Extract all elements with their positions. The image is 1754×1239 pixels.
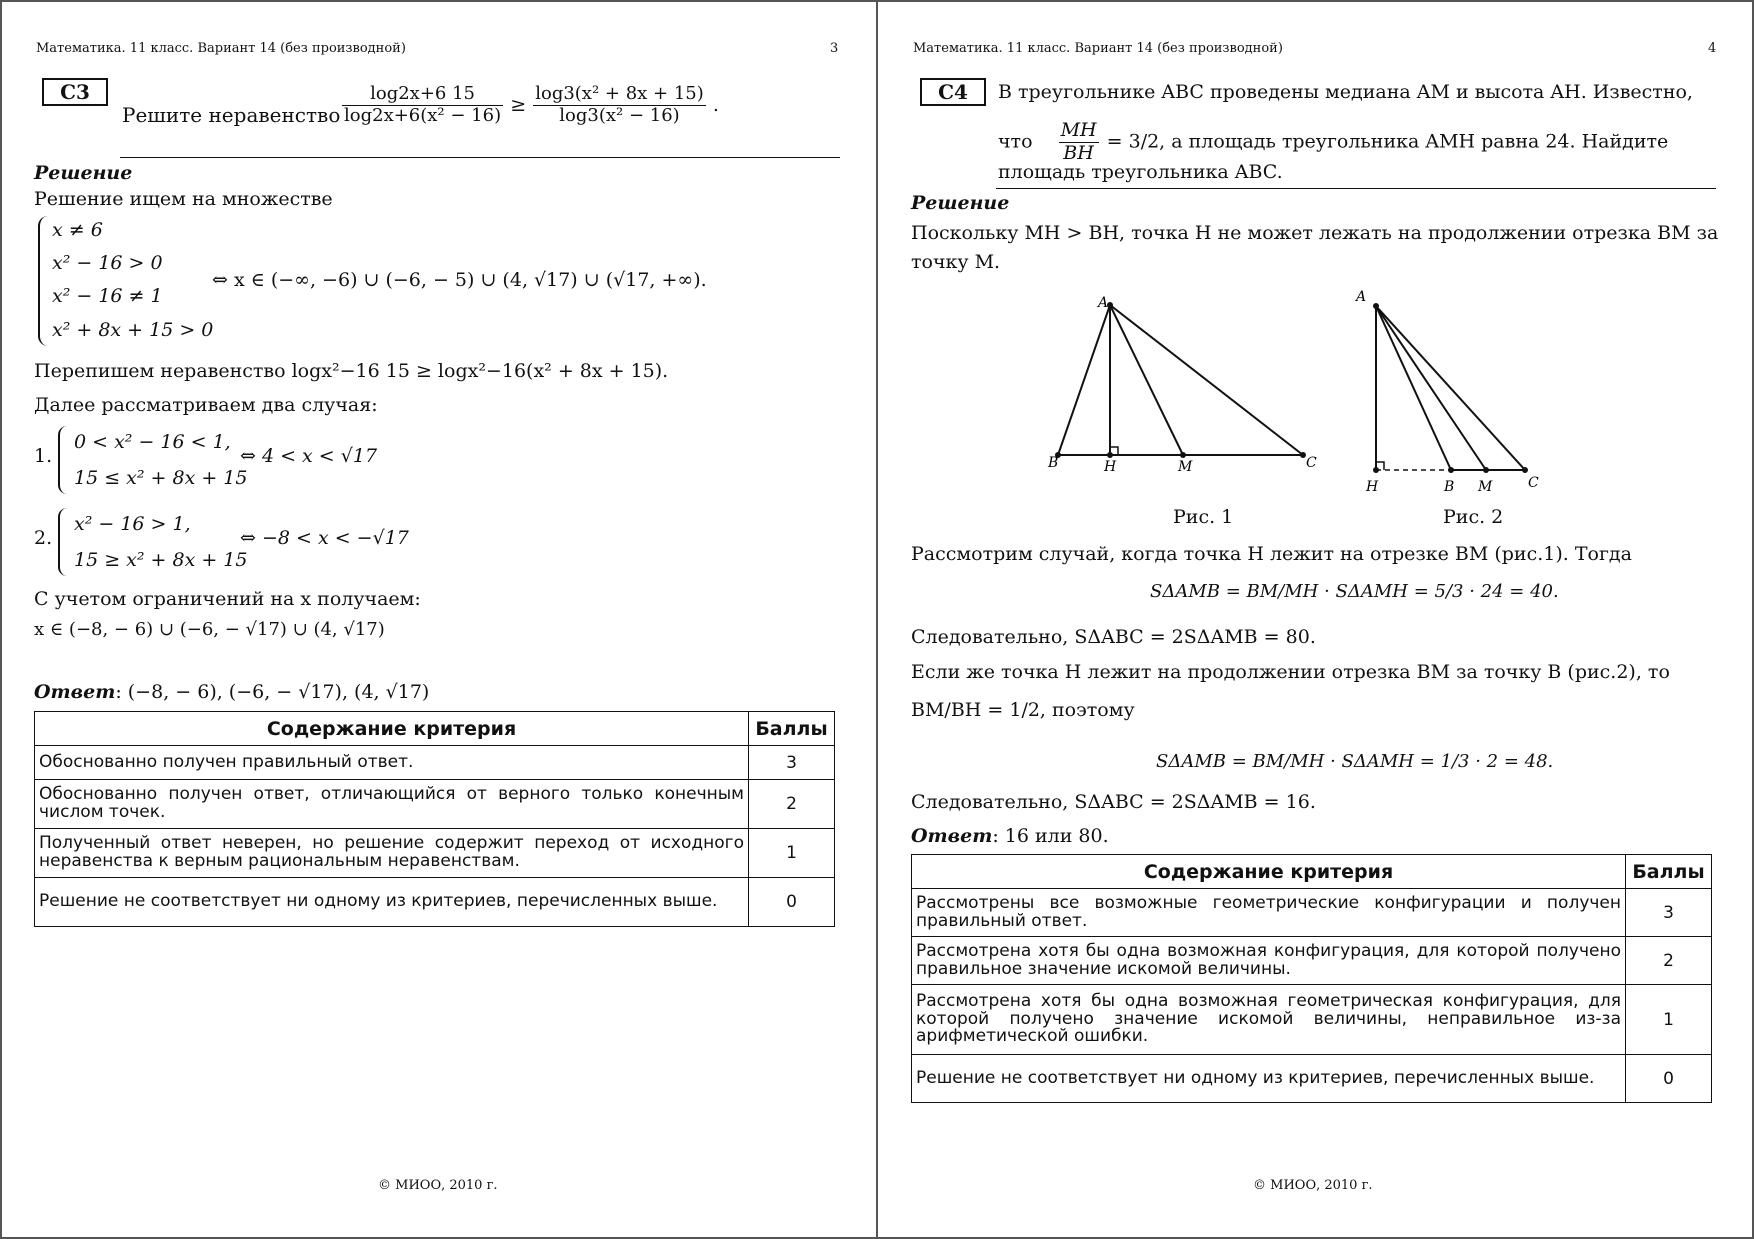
criterion-text: Решение не соответствует ни одному из критериев, перечисленных выше. bbox=[35, 878, 749, 927]
case2-label: 2. bbox=[34, 527, 53, 549]
figure-1 bbox=[1047, 295, 1317, 475]
criterion-score: 2 bbox=[749, 780, 835, 829]
criteria-table bbox=[34, 711, 835, 927]
fig2-label-a: A bbox=[1356, 289, 1367, 305]
table-header-score: Баллы bbox=[749, 712, 835, 746]
solution-title: Решение bbox=[911, 192, 1010, 214]
criterion-text: Рассмотрена хотя бы одна возможная конфигурация, для которой получено правильное значение искомой величины. bbox=[912, 937, 1626, 985]
criterion-score: 3 bbox=[1626, 889, 1712, 937]
page-number: 3 bbox=[830, 41, 839, 56]
system-brace bbox=[38, 216, 48, 346]
solution-title: Решение bbox=[34, 162, 133, 184]
criterion-score: 0 bbox=[1626, 1055, 1712, 1103]
fig1-label-a: A bbox=[1098, 295, 1109, 311]
task-inequality: $\frac{\log 2x+6 15}{\text{log2x+6(x² − 16)}}$ ≥ $\frac{\text{log3(x² + 8x + 15)}}{\text{log3(x² − 16)}}$ . bbox=[344, 83, 719, 126]
criterion-score: 3 bbox=[749, 746, 835, 780]
formula2: SΔAMB = BM/MH · SΔAMH = 1/3 · 2 = 48. bbox=[1156, 751, 1554, 772]
fig2-caption: Рис. 2 bbox=[1443, 506, 1504, 528]
case1-label: 1. bbox=[34, 445, 53, 467]
solution-para: точку M. bbox=[911, 251, 1001, 273]
criterion-text: Рассмотрена хотя бы одна возможная геометрическая конфигурация, для которой получено значение искомой величины, неправильное из-за арифметической ошибки. bbox=[912, 985, 1626, 1055]
task-rule bbox=[120, 157, 840, 158]
fig1-label-b: B bbox=[1048, 455, 1059, 471]
set-result: x ∈ (−8, − 6) ∪ (−6, − √17) ∪ (4, √17) bbox=[34, 619, 385, 640]
criterion-score: 2 bbox=[1626, 937, 1712, 985]
hence1: Следовательно, SΔABC = 2SΔAMB = 80. bbox=[911, 626, 1316, 648]
case2b-text: BM/BH = 1/2, поэтому bbox=[911, 699, 1135, 721]
page-footer: © МИОО, 2010 г. bbox=[1253, 1178, 1373, 1193]
figure-2 bbox=[1354, 289, 1539, 495]
criterion-score: 1 bbox=[749, 829, 835, 878]
system-line: x² − 16 > 0 bbox=[52, 252, 163, 274]
task-line: В треугольнике ABC проведены медиана AM и высота AH. Известно, bbox=[998, 81, 1693, 103]
page-left bbox=[0, 0, 876, 1239]
task-rule bbox=[996, 188, 1716, 189]
page-header: Математика. 11 класс. Вариант 14 (без производной) bbox=[36, 41, 406, 56]
case1-text: Рассмотрим случай, когда точка H лежит на отрезке BM (рис.1). Тогда bbox=[911, 543, 1632, 565]
page-right bbox=[878, 0, 1754, 1239]
system-line: x² + 8x + 15 > 0 bbox=[52, 319, 214, 341]
fig2-label-m: M bbox=[1478, 479, 1493, 495]
case1-result: ⇔ 4 < x < √17 bbox=[240, 445, 378, 467]
table-row bbox=[35, 829, 835, 878]
two-cases: Далее рассматриваем два случая: bbox=[34, 394, 378, 416]
answer-text: : (−8, − 6), (−6, − √17), (4, √17) bbox=[115, 681, 430, 703]
table-row bbox=[912, 985, 1712, 1055]
restrict-line: С учетом ограничений на x получаем: bbox=[34, 588, 421, 610]
rewrite-line: Перепишем неравенство logx²−16 15 ≥ logx²−16(x² + 8x + 15). bbox=[34, 360, 669, 382]
formula1: SΔAMB = BM/MH · SΔAMH = 5/3 · 24 = 40. bbox=[1150, 581, 1559, 602]
domain-result: ⇔ x ∈ (−∞, −6) ∪ (−6, − 5) ∪ (4, √17) ∪ (√17, +∞). bbox=[212, 269, 707, 291]
page-footer: © МИОО, 2010 г. bbox=[378, 1178, 498, 1193]
task-fraction: $\frac{MH}{BH}$ bbox=[1060, 119, 1097, 164]
criterion-text: Обоснованно получен правильный ответ. bbox=[35, 746, 749, 780]
fig2-label-c: C bbox=[1528, 475, 1539, 491]
table-row bbox=[35, 746, 835, 780]
case2-result: ⇔ −8 < x < −√17 bbox=[240, 527, 409, 549]
case2-brace bbox=[58, 508, 67, 576]
criterion-score: 1 bbox=[1626, 985, 1712, 1055]
domain-intro: Решение ищем на множестве bbox=[34, 188, 333, 210]
system-line: x² − 16 ≠ 1 bbox=[52, 285, 163, 307]
criterion-score: 0 bbox=[749, 878, 835, 927]
task-line: площадь треугольника ABC. bbox=[998, 161, 1283, 183]
triangle-figures bbox=[1048, 285, 1658, 525]
table-header-criterion: Содержание критерия bbox=[35, 712, 749, 746]
fig1-label-h: H bbox=[1104, 459, 1117, 475]
task-tag: С3 bbox=[42, 78, 108, 106]
fig1-caption: Рис. 1 bbox=[1173, 506, 1234, 528]
table-header-row bbox=[912, 855, 1712, 889]
table-row bbox=[912, 889, 1712, 937]
table-row bbox=[35, 878, 835, 927]
system-line: x ≠ 6 bbox=[52, 219, 103, 241]
case1-brace bbox=[58, 426, 67, 494]
criterion-text: Рассмотрены все возможные геометрические конфигурации и получен правильный ответ. bbox=[912, 889, 1626, 937]
criterion-text: Обоснованно получен ответ, отличающийся от верного только конечным числом точек. bbox=[35, 780, 749, 829]
task-tag: С4 bbox=[920, 78, 986, 106]
case2-text: Если же точка H лежит на продолжении отрезка BM за точку B (рис.2), то bbox=[911, 661, 1670, 683]
case1-line: 0 < x² − 16 < 1, bbox=[74, 431, 231, 453]
criterion-text: Полученный ответ неверен, но решение содержит переход от исходного неравенства к верным рациональным неравенствам. bbox=[35, 829, 749, 878]
answer-label: Ответ bbox=[911, 825, 993, 847]
fig1-label-c: C bbox=[1306, 455, 1317, 471]
answer-text: : 16 или 80. bbox=[992, 825, 1109, 847]
page-header: Математика. 11 класс. Вариант 14 (без производной) bbox=[913, 41, 1283, 56]
page-number: 4 bbox=[1708, 41, 1717, 56]
fig1-label-m: M bbox=[1178, 459, 1193, 475]
criterion-text: Решение не соответствует ни одному из критериев, перечисленных выше. bbox=[912, 1055, 1626, 1103]
table-row bbox=[912, 937, 1712, 985]
case2-line: x² − 16 > 1, bbox=[74, 513, 191, 535]
table-header-criterion: Содержание критерия bbox=[912, 855, 1626, 889]
case1-line: 15 ≤ x² + 8x + 15 bbox=[74, 467, 248, 489]
task-lead: Решите неравенство bbox=[122, 103, 341, 127]
lhs-fraction: $\frac{\log 2x+6 15}{\text{log2x+6(x² − 16)}}$ bbox=[344, 83, 502, 126]
rhs-fraction: $\frac{\text{log3(x² + 8x + 15)}}{\text{log3(x² − 16)}}$ bbox=[535, 83, 704, 126]
table-header-score: Баллы bbox=[1626, 855, 1712, 889]
solution-para: Поскольку MH > BH, точка H не может лежать на продолжении отрезка BM за bbox=[911, 222, 1719, 244]
fig2-label-b: B bbox=[1444, 479, 1455, 495]
table-row bbox=[35, 780, 835, 829]
case2-line: 15 ≥ x² + 8x + 15 bbox=[74, 549, 248, 571]
task-line: что $\frac{MH}{BH}$ = 3/2, а площадь треугольника AMH равна 24. Найдите bbox=[998, 119, 1669, 164]
table-row bbox=[912, 1055, 1712, 1103]
answer-line bbox=[911, 826, 1109, 848]
fig2-label-h: H bbox=[1366, 479, 1379, 495]
answer-line bbox=[34, 682, 429, 704]
answer-label: Ответ bbox=[34, 681, 116, 703]
criteria-table bbox=[911, 854, 1712, 1103]
table-header-row bbox=[35, 712, 835, 746]
hence2: Следовательно, SΔABC = 2SΔAMB = 16. bbox=[911, 791, 1316, 813]
